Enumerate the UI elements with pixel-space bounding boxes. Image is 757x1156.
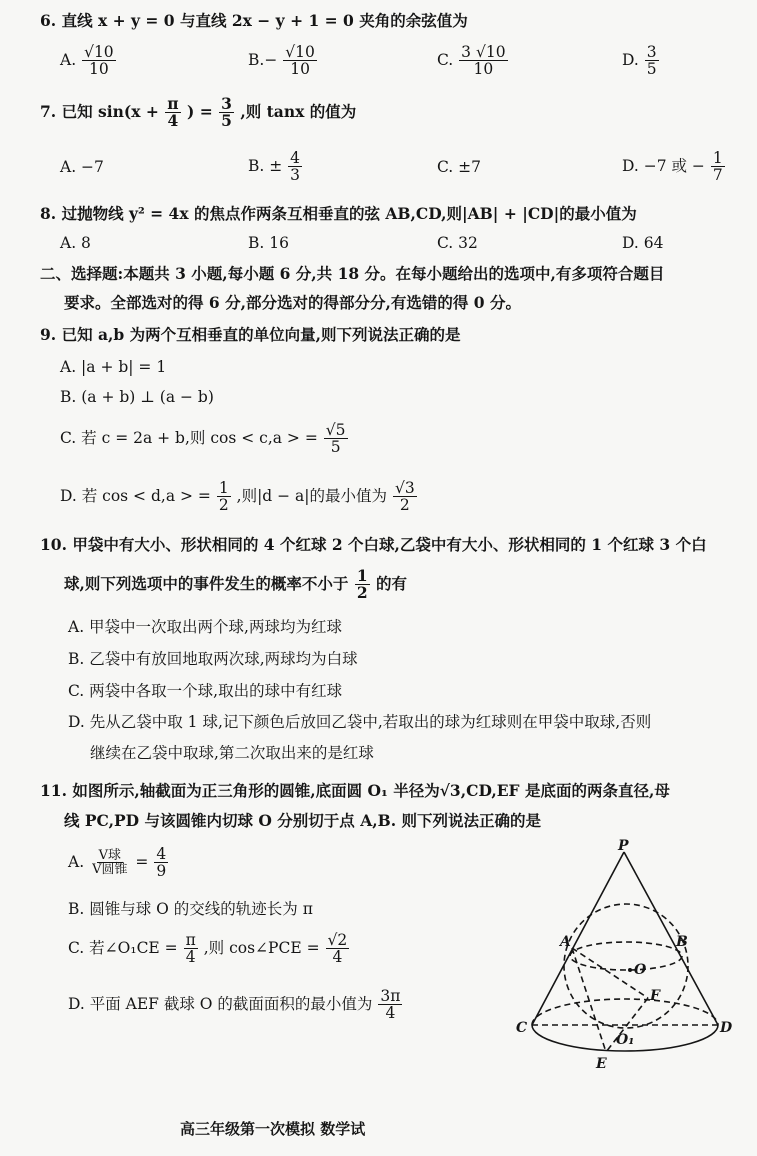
tangent-circle xyxy=(570,942,682,970)
label-c: C xyxy=(516,1020,528,1036)
q6-option-a: A. $\frac{√10}{10}$ xyxy=(60,43,114,79)
q9-option-a: A. |a + b| = 1 xyxy=(60,358,167,376)
q8-option-a: A. 8 xyxy=(60,234,91,252)
q10-line1: 10. 甲袋中有大小、形状相同的 4 个红球 2 个白球,乙袋中有大小、形状相同的 1 个红球 3 个白 xyxy=(40,535,707,554)
q9-stem: 9. 已知 a,b 为两个互相垂直的单位向量,则下列说法正确的是 xyxy=(40,325,461,344)
page-footer: 高三年级第一次模拟 数学试 xyxy=(180,1120,366,1138)
q11-option-c: C. 若∠O₁CE = $\frac{\pi}{4}$ ,则 cos∠PCE = $\frac{√2}{4}$ xyxy=(68,931,348,967)
section2-line2: 要求。全部选对的得 6 分,部分选对的得部分分,有选错的得 0 分。 xyxy=(64,293,521,312)
q9-option-b: B. (a + b) ⊥ (a − b) xyxy=(60,388,214,406)
q7-stem: 7. 已知 sin(x + $\frac{\pi}{4}$ ) = $\frac{3}{5}$ ,则 tanx 的值为 xyxy=(40,94,357,131)
label-b: B xyxy=(676,934,688,950)
q6-option-b: B.− $\frac{√10}{10}$ xyxy=(248,43,315,79)
sphere-outline xyxy=(564,904,688,1028)
cone-diagram xyxy=(510,838,750,1078)
q6-stem: 6. 直线 x + y = 0 与直线 2x − y + 1 = 0 夹角的余弦值为 xyxy=(40,11,468,30)
q10-option-a: A. 甲袋中一次取出两个球,两球均为红球 xyxy=(68,618,342,636)
label-o1: O₁ xyxy=(616,1032,635,1048)
q7-option-b: B. ± $\frac{4}{3}$ xyxy=(248,149,301,185)
section2-line1: 二、选择题:本题共 3 小题,每小题 6 分,共 18 分。在每小题给出的选项中,有多项符合题目 xyxy=(40,264,665,283)
q8-option-b: B. 16 xyxy=(248,234,289,252)
q7-option-d: D. −7 或 − $\frac{1}{7}$ xyxy=(622,149,723,185)
q10-option-b: B. 乙袋中有放回地取两次球,两球均为白球 xyxy=(68,650,358,668)
q6-option-d: D. $\frac{3}{5}$ xyxy=(622,43,657,79)
q8-option-d: D. 64 xyxy=(622,234,664,252)
q10-option-d-line1: D. 先从乙袋中取 1 球,记下颜色后放回乙袋中,若取出的球为红球则在甲袋中取球,否则 xyxy=(68,713,652,731)
q10-line2: 球,则下列选项中的事件发生的概率不小于 $\frac{1}{2}$ 的有 xyxy=(64,566,408,603)
q10-option-d-line2: 继续在乙袋中取球,第二次取出来的是红球 xyxy=(90,744,374,762)
q7-option-c: C. ±7 xyxy=(437,158,482,176)
q11-option-b: B. 圆锥与球 O 的交线的轨迹长为 π xyxy=(68,900,313,918)
q10-option-c: C. 两袋中各取一个球,取出的球中有红球 xyxy=(68,682,343,700)
label-p: P xyxy=(618,838,629,854)
line-ae xyxy=(572,948,606,1052)
cone-sphere-figure xyxy=(510,838,750,1078)
q11-line2: 线 PC,PD 与该圆锥内切球 O 分别切于点 A,B. 则下列说法正确的是 xyxy=(64,811,542,830)
label-f: F xyxy=(650,988,660,1004)
q8-stem: 8. 过抛物线 y² = 4x 的焦点作两条互相垂直的弦 AB,CD,则|AB| + |CD|的最小值为 xyxy=(40,204,637,223)
q7-option-a: A. −7 xyxy=(60,158,104,176)
label-e: E xyxy=(596,1056,607,1072)
label-d: D xyxy=(720,1020,733,1036)
label-o: O xyxy=(634,962,647,978)
base-back-arc xyxy=(532,999,718,1025)
center-o-dot xyxy=(628,968,632,972)
q11-option-d: D. 平面 AEF 截球 O 的截面面积的最小值为 $\frac{3\pi}{4}$ xyxy=(68,987,401,1023)
q11-line1: 11. 如图所示,轴截面为正三角形的圆锥,底面圆 O₁ 半径为√3,CD,EF 是底面的两条直径,母 xyxy=(40,781,670,800)
q11-option-a: A. $\frac{\text{V球}}{\text{V圆锥}}$ = $\frac{4}{9}$ xyxy=(68,845,167,881)
q9-option-d: D. 若 cos < d,a > = $\frac{1}{2}$ ,则|d − a|的最小值为 $\frac{√3}{2}$ xyxy=(60,479,415,515)
label-a: A xyxy=(560,934,571,950)
q9-option-c: C. 若 c = 2a + b,则 cos < c,a > = $\frac{√5}{5}$ xyxy=(60,421,346,457)
q6-option-c: C. $\frac{3 √10}{10}$ xyxy=(437,43,506,79)
q8-option-c: C. 32 xyxy=(437,234,478,252)
